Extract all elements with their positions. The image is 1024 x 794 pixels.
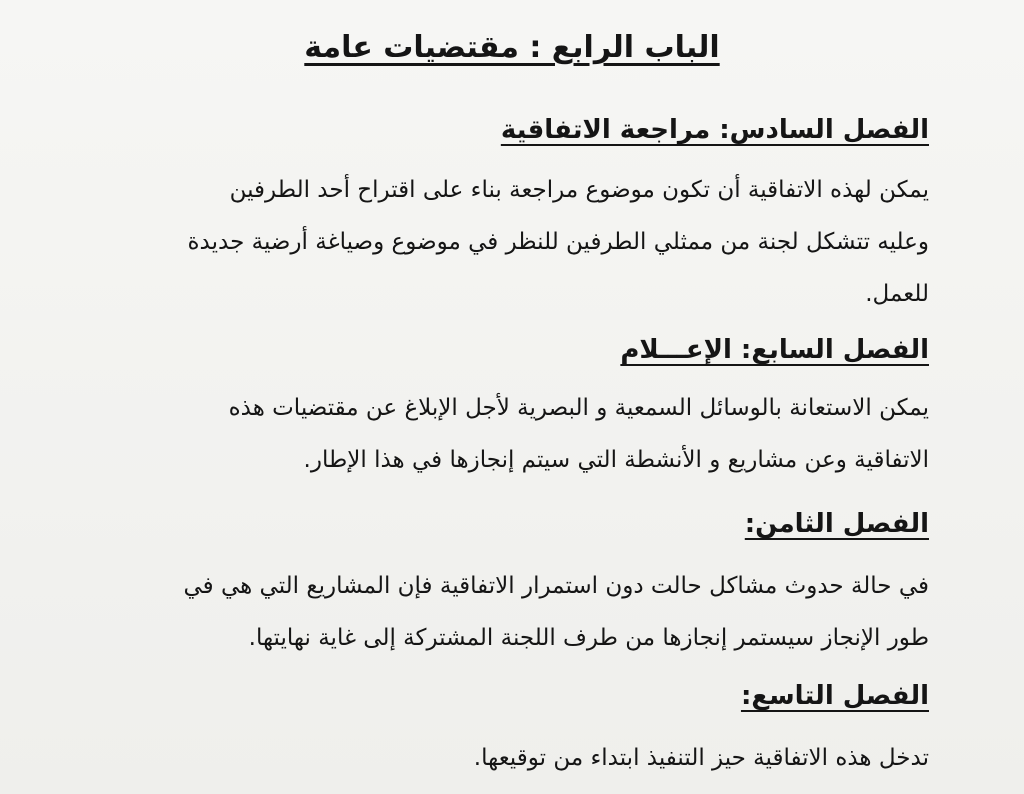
page-title-text: الباب الرابع : مقتضيات عامة	[304, 30, 720, 65]
section-paragraph-ninth	[99, 732, 929, 784]
paragraph-line: وعليه تتشكل لجنة من ممثلي الطرفين للنظر في موضوع وصياغة أرضية جديدة	[187, 229, 929, 255]
section-heading-ninth: الفصل التاسع:	[740, 681, 929, 711]
section-heading-review: الفصل السادس: مراجعة الاتفاقية	[500, 115, 929, 145]
paragraph-line: الاتفاقية وعن مشاريع و الأنشطة التي سيتم إنجازها في هذا الإطار.	[303, 447, 929, 473]
paragraph-line: في حالة حدوث مشاكل حالت دون استمرار الاتفاقية فإن المشاريع التي هي في	[183, 573, 929, 599]
section-paragraph-media	[99, 382, 929, 486]
section-paragraph-eighth	[99, 560, 929, 664]
paragraph-line: تدخل هذه الاتفاقية حيز التنفيذ ابتداء من توقيعها.	[473, 745, 929, 771]
paragraph-line: طور الإنجاز سيستمر إنجازها من طرف اللجنة المشتركة إلى غاية نهايتها.	[248, 625, 929, 651]
paragraph-line: للعمل.	[865, 281, 929, 307]
section-paragraph-review	[99, 164, 929, 320]
paragraph-line: يمكن الاستعانة بالوسائل السمعية و البصرية لأجل الإبلاغ عن مقتضيات هذه	[228, 395, 929, 421]
section-heading-eighth: الفصل الثامن:	[744, 509, 929, 539]
paragraph-line: يمكن لهذه الاتفاقية أن تكون موضوع مراجعة بناء على اقتراح أحد الطرفين	[229, 177, 929, 203]
section-heading-media: الفصل السابع: الإعـــلام	[620, 335, 929, 365]
page-title	[0, 28, 1024, 68]
